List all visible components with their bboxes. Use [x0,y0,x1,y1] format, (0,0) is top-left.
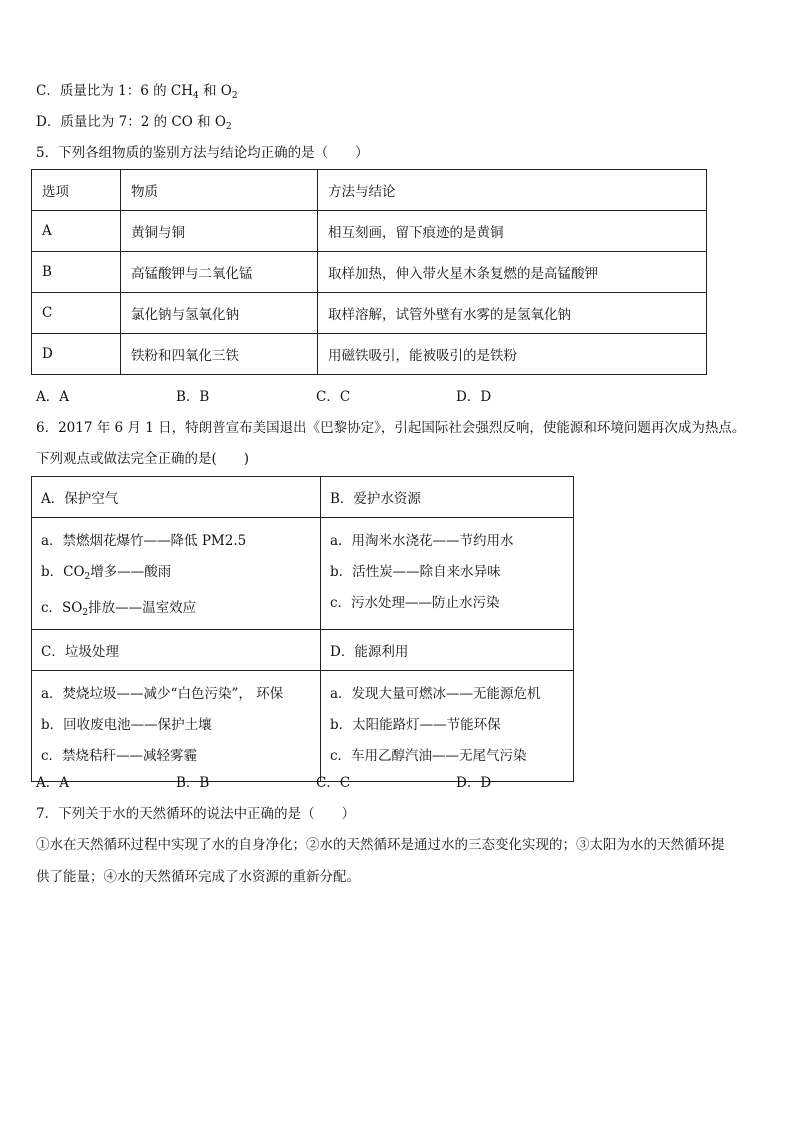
table-row [32,252,707,293]
q7-stem: 7．下列关于水的天然循环的说法中正确的是（ ） [36,806,356,822]
choice-b: B．B [176,389,210,405]
table-row [32,293,707,334]
q5-table [31,169,707,375]
choice-d: D．D [456,775,492,791]
list-item: a．焚烧垃圾——减少“白色污染”， 环保 [41,686,284,702]
table-row [32,630,574,671]
table-row [32,211,707,252]
choice-a: A．A [36,389,69,405]
table-cell: D [32,334,121,375]
table-header-cell: 选项 [32,170,121,211]
list-item: a．禁燃烟花爆竹——降低 PM2.5 [41,533,247,549]
list-item: c．污水处理——防止水污染 [330,595,500,611]
cell-b-items [321,518,574,630]
cell-c-items [32,671,321,782]
q5-stem: 5．下列各组物质的鉴别方法与结论均正确的是（ ） [36,145,369,161]
choice-c: C．C [316,389,351,405]
cell-d-items [321,671,574,782]
table-row [32,671,574,782]
choice-b: B．B [176,775,210,791]
table-cell: 相互刻画，留下痕迹的是黄铜 [318,211,707,252]
q4-option-c: C．质量比为 1：6 的 $CH_4$ 和 $O_2$ [36,83,238,101]
choice-a: A．A [36,775,69,791]
q6-stem-line2: 下列观点或做法完全正确的是( ) [36,451,250,467]
q7-body-line2: 供了能量；④水的天然循环完成了水资源的重新分配。 [36,869,360,885]
cell-a-items [32,518,321,630]
table-header-row [32,170,707,211]
cell-c-title: C．垃圾处理 [32,630,321,671]
q6-table [31,476,574,782]
list-item: c．$SO_2$排放——温室效应 [41,600,197,618]
table-row [32,518,574,630]
cell-d-title: D．能源利用 [321,630,574,671]
table-header-cell: 方法与结论 [318,170,707,211]
table-header-cell: 物质 [121,170,318,211]
table-cell: 氯化钠与氢氧化钠 [121,293,318,334]
table-cell: 用磁铁吸引，能被吸引的是铁粉 [318,334,707,375]
table-row [32,334,707,375]
choice-d: D．D [456,389,492,405]
table-cell: C [32,293,121,334]
list-item: a．发现大量可燃冰——无能源危机 [330,686,541,702]
table-cell: 黄铜与铜 [121,211,318,252]
list-item: b．$CO_2$增多——酸雨 [41,564,172,582]
q6-choices [36,773,596,793]
q6-stem-line1: 6．2017 年 6 月 1 日，特朗普宣布美国退出《巴黎协定》，引起国际社会强烈反响，使能源和环境问题再次成为热点。 [36,420,746,436]
table-cell: 铁粉和四氧化三铁 [121,334,318,375]
cell-b-title: B．爱护水资源 [321,477,574,518]
list-item: b．活性炭——除自来水异味 [330,564,501,580]
q5-choices [36,387,596,407]
cell-a-title: A．保护空气 [32,477,321,518]
list-item: a．用淘米水浇花——节约用水 [330,533,514,549]
q7-body-line1: ①水在天然循环过程中实现了水的自身净化；②水的天然循环是通过水的三态变化实现的；③太阳为水的天然循环提 [36,837,725,853]
table-row [32,477,574,518]
list-item: c．禁烧秸秆——减轻雾霾 [41,748,198,764]
table-cell: 取样加热，伸入带火星木条复燃的是高锰酸钾 [318,252,707,293]
choice-c: C．C [316,775,351,791]
table-cell: 高锰酸钾与二氧化锰 [121,252,318,293]
table-cell: 取样溶解，试管外壁有水雾的是氢氧化钠 [318,293,707,334]
list-item: b．太阳能路灯——节能环保 [330,717,501,733]
table-cell: A [32,211,121,252]
list-item: b．回收废电池——保护土壤 [41,717,212,733]
q4-option-d: D．质量比为 7：2 的 CO 和 $O_2$ [36,114,232,132]
list-item: c．车用乙醇汽油——无尾气污染 [330,748,527,764]
table-cell: B [32,252,121,293]
